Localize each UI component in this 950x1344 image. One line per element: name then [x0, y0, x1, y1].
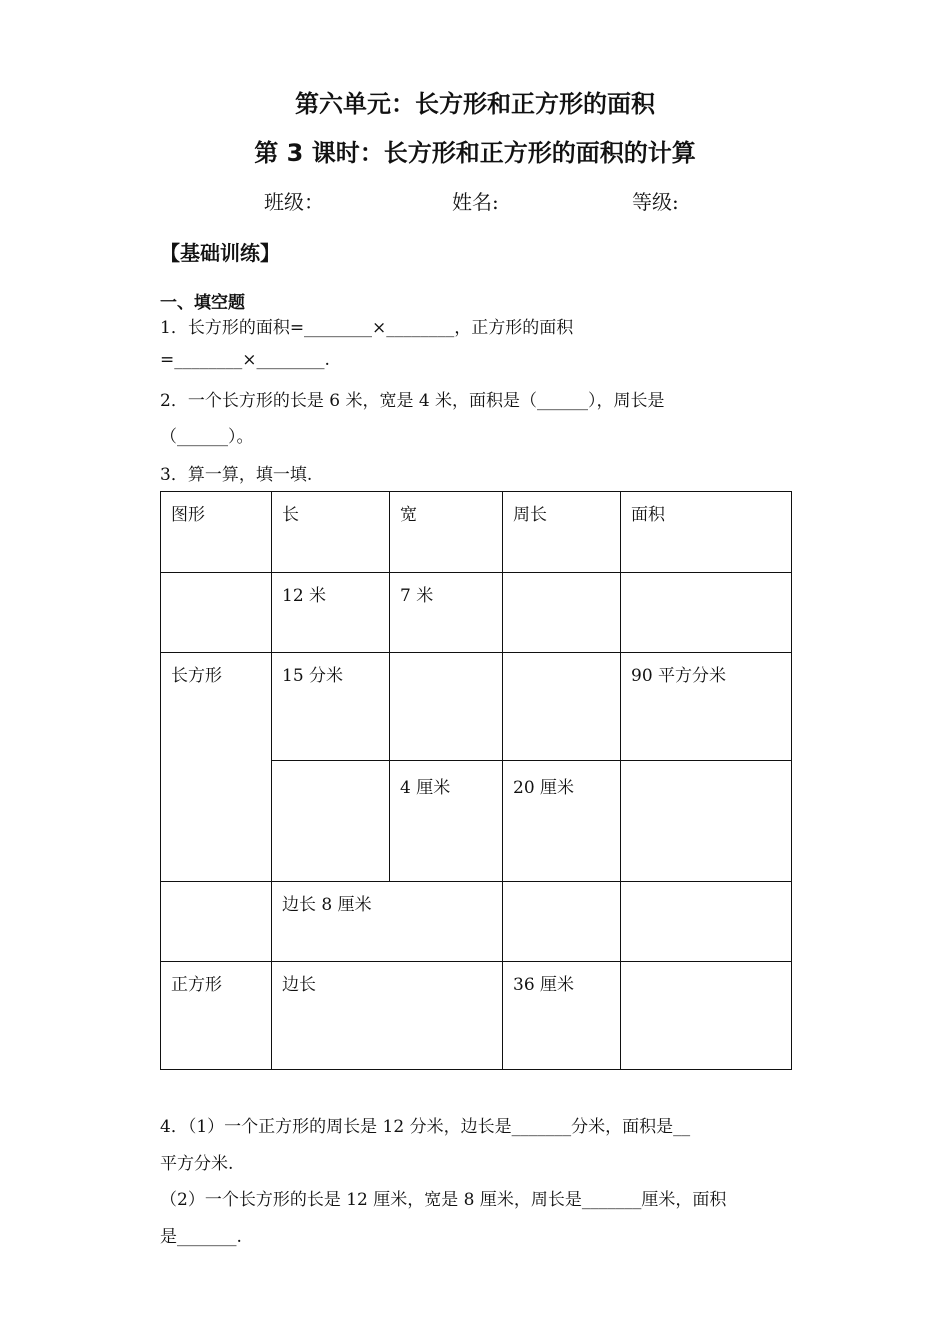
cell-area-blank[interactable] [621, 962, 792, 1070]
question-4-line-3: （2）一个长方形的长是 12 厘米，宽是 8 厘米，周长是_______厘米，面积 [160, 1190, 727, 1210]
unit-title: 第六单元：长方形和正方形的面积 [295, 90, 655, 118]
cell-perimeter-blank[interactable] [503, 653, 621, 761]
cell-length-blank[interactable] [272, 761, 390, 882]
question-2-line-1: 2．一个长方形的长是 6 米，宽是 4 米，面积是（______），周长是 [160, 391, 665, 411]
question-4-line-1: 4．（1）一个正方形的周长是 12 分米，边长是_______分米，面积是__ [160, 1117, 691, 1137]
cell-side: 边长 [272, 962, 503, 1070]
cell-area-blank[interactable] [621, 882, 792, 962]
class-label: 班级： [264, 190, 324, 214]
cell-width: 7 米 [390, 573, 503, 653]
name-label: 姓名: [452, 190, 499, 214]
cell-length: 12 米 [272, 573, 390, 653]
header-perimeter: 周长 [503, 492, 621, 573]
question-1-line-1: 1．长方形的面积=________×________，正方形的面积 [160, 318, 574, 338]
table-row [161, 882, 792, 962]
header-shape: 图形 [161, 492, 272, 573]
fill-table [160, 491, 792, 1070]
table-header-row [161, 492, 792, 573]
cell-side: 边长 8 厘米 [272, 882, 503, 962]
cell-area-blank[interactable] [621, 761, 792, 882]
table-row [161, 653, 792, 761]
section-heading: 【基础训练】 [160, 241, 280, 265]
cell-shape-square: 正方形 [161, 962, 272, 1070]
question-3: 3．算一算，填一填. [160, 465, 313, 485]
question-2-line-2: （______）。 [160, 427, 254, 447]
table-row [161, 962, 792, 1070]
question-1-line-2: =________×________. [160, 350, 330, 370]
cell-perimeter: 20 厘米 [503, 761, 621, 882]
cell-perimeter-blank[interactable] [503, 882, 621, 962]
cell-perimeter-blank[interactable] [503, 573, 621, 653]
lesson-title: 第 3 课时：长方形和正方形的面积的计算 [254, 139, 696, 167]
cell-area: 90 平方分米 [621, 653, 792, 761]
cell-perimeter: 36 厘米 [503, 962, 621, 1070]
header-width: 宽 [390, 492, 503, 573]
header-length: 长 [272, 492, 390, 573]
grade-label: 等级: [632, 190, 679, 214]
cell-width-blank[interactable] [390, 653, 503, 761]
cell-shape-blank[interactable] [161, 573, 272, 653]
part-heading: 一、填空题 [160, 293, 245, 313]
cell-shape-rectangle: 长方形 [161, 653, 272, 882]
cell-shape-blank[interactable] [161, 882, 272, 962]
cell-width: 4 厘米 [390, 761, 503, 882]
question-4-line-4: 是_______. [160, 1227, 242, 1247]
header-area: 面积 [621, 492, 792, 573]
table-row [161, 573, 792, 653]
cell-length: 15 分米 [272, 653, 390, 761]
cell-area-blank[interactable] [621, 573, 792, 653]
question-4-line-2: 平方分米. [160, 1154, 234, 1174]
